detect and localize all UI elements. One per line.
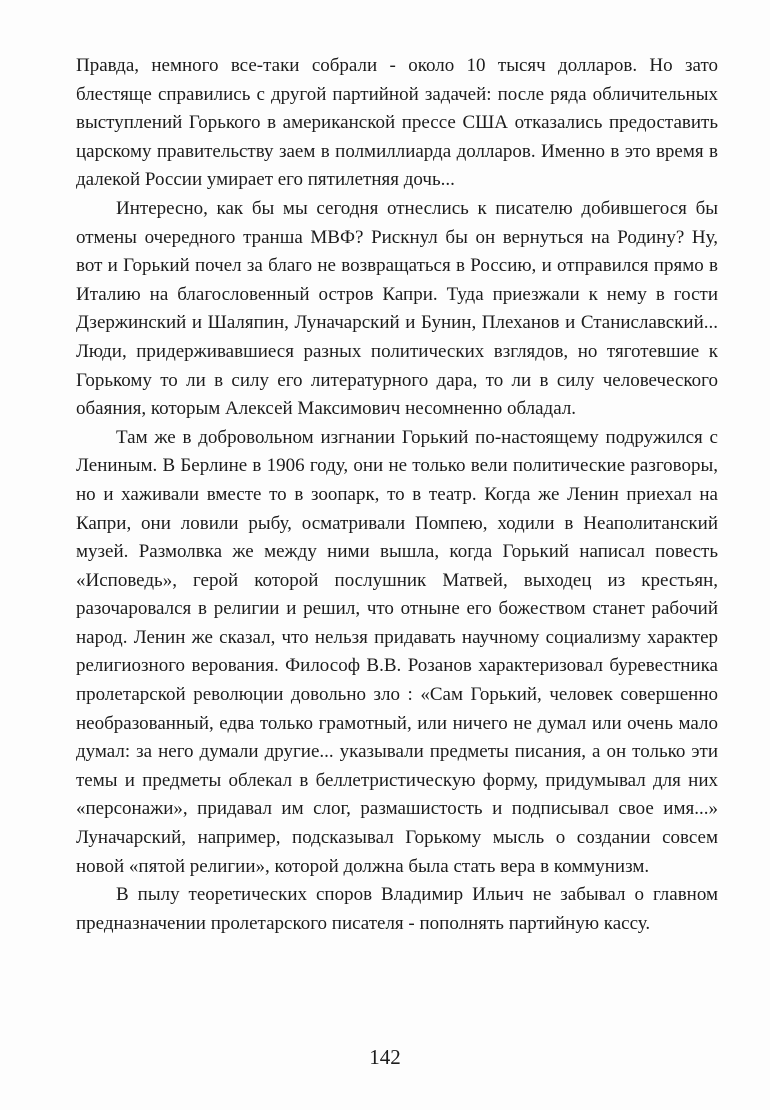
body-text <box>76 52 718 938</box>
page-number: 142 <box>369 1045 401 1069</box>
paragraph-1: Правда, немного все-таки собрали - около 10 тысяч долларов. Но зато блестяще справились с другой партийной задачей: после ряда обличительных выступлений Горького в американской прессе США отказались предоставить царскому правительству заем в полмиллиарда долларов. Именно в это время в далекой России умирает его пятилетняя дочь... <box>76 55 718 191</box>
paragraph-4: В пылу теоретических споров Владимир Ильич не забывал о главном предназначении пролетарского писателя - пополнять партийную кассу. <box>76 884 718 934</box>
paragraph-2: Интересно, как бы мы сегодня отнеслись к писателю добившегося бы отмены очередного транша МВФ? Рискнул бы он вернуться на Родину? Ну, вот и Горький почел за благо не возвращаться в Россию, и отправился прямо в Италию на благословенный остров Капри. Туда приезжали к нему в гости Дзержинский и Шаляпин, Луначарский и Бунин, Плеханов и Станиславский... Люди, придерживавшиеся разных политических взглядов, но тяготевшие к Горькому то ли в силу его литературного дара, то ли в силу человеческого обаяния, которым Алексей Максимович несомненно обладал. <box>76 197 718 420</box>
paragraph-3: Там же в добровольном изгнании Горький по-настоящему подружился с Лениным. В Берлине в 1906 году, они не только вели политические разговоры, но и хаживали вместе то в зоопарк, то в театр. Когда же Ленин приехал на Капри, они ловили рыбу, осматривали Помпею, ходили в Неаполитанский музей. Размолвка же между ними вышла, когда Горький написал повесть «Исповедь», герой которой послушник Матвей, выходец из крестьян, разочаровался в религии и решил, что отныне его божеством станет рабочий народ. Ленин же сказал, что нельзя придавать научному социализму характер религиозного верования. Философ В.В. Розанов характеризовал буревестника пролетарской революции довольно зло : «Сам Горький, человек совершенно необразованный, едва только грамотный, или ничего не думал или очень мало думал: за него думали другие... указывали предметы писания, а он только эти темы и предметы облекал в беллетристическую форму, придумывал для них «персонажи», придавал им слог, размашистость и подписывал свое имя...» Луначарский, например, подсказывал Горькому мысль о создании совсем новой «пятой религии», которой должна была стать вера в коммунизм. <box>76 426 718 877</box>
